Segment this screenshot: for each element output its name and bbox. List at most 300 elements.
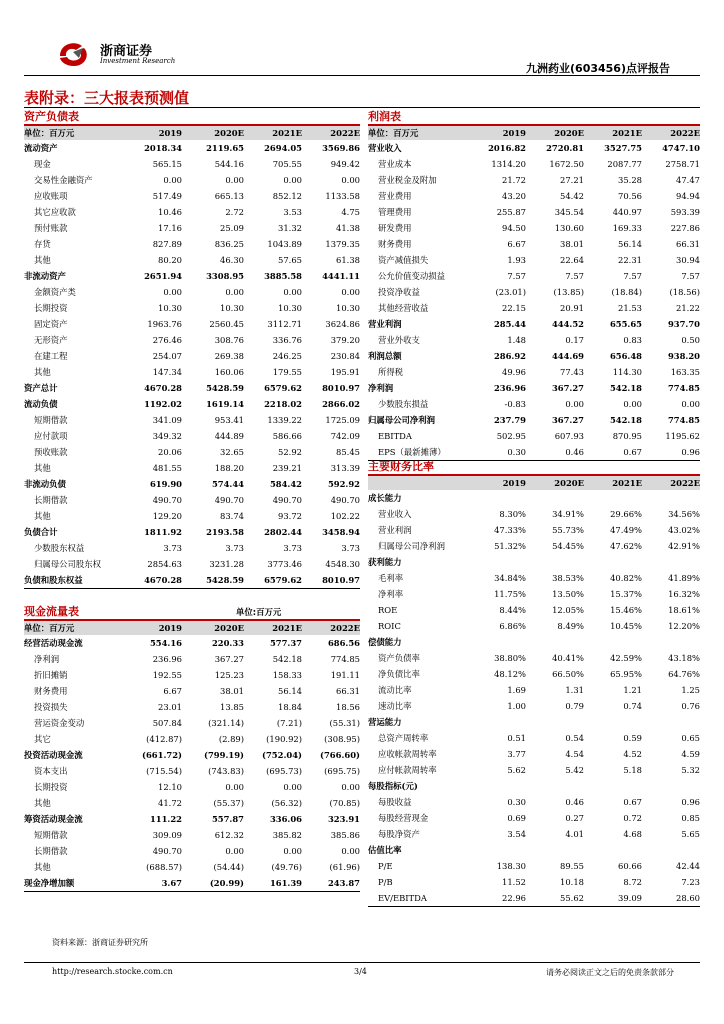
- table-row: [24, 460, 360, 476]
- row-label: 资本支出: [34, 766, 68, 776]
- cashflow-unit: 单位:百万元: [236, 607, 282, 617]
- row-label: 现金: [34, 159, 51, 169]
- cell-value: 3.77: [507, 749, 526, 759]
- cell-value: 269.38: [214, 351, 244, 361]
- cell-value: 3.67: [161, 878, 182, 888]
- row-label: 流动负债: [24, 399, 58, 409]
- row-label: 无形资产: [34, 335, 68, 345]
- row-label: 长期投资: [34, 303, 68, 313]
- row-label: 投资活动现金流: [24, 750, 83, 760]
- cell-value: 246.25: [272, 351, 302, 361]
- table-row: [24, 556, 360, 572]
- col-header: 2019: [158, 623, 182, 633]
- table-row: [368, 650, 700, 666]
- cell-value: 22.31: [618, 255, 642, 265]
- cell-value: 1314.20: [491, 159, 526, 169]
- table-row: [368, 252, 700, 268]
- cell-value: 592.92: [327, 479, 360, 489]
- cell-value: 169.33: [612, 223, 642, 233]
- table-row: [368, 156, 700, 172]
- title-divider: [24, 107, 700, 108]
- cell-value: 554.16: [149, 638, 182, 648]
- cell-value: 4.01: [565, 829, 584, 839]
- cell-value: 0.30: [507, 447, 526, 457]
- cell-value: 276.46: [152, 335, 182, 345]
- cell-value: 1.00: [507, 701, 526, 711]
- table-row: [368, 364, 700, 380]
- cell-value: 0.00: [623, 399, 642, 409]
- cell-value: 336.06: [269, 814, 302, 824]
- cell-value: 836.25: [214, 239, 244, 249]
- cell-value: 21.72: [502, 175, 526, 185]
- cell-value: 21.53: [618, 303, 642, 313]
- cell-value: 1963.76: [147, 319, 182, 329]
- cell-value: 0.67: [623, 447, 642, 457]
- cell-value: [526, 554, 584, 570]
- cell-value: 742.09: [330, 431, 360, 441]
- cell-value: 192.55: [152, 670, 182, 680]
- cell-value: 2560.45: [209, 319, 244, 329]
- cell-value: 12.20%: [668, 621, 700, 631]
- cell-value: 5.62: [507, 765, 526, 775]
- table-row: [24, 188, 360, 204]
- cell-value: 444.52: [551, 319, 584, 329]
- cell-value: 285.44: [493, 319, 526, 329]
- cashflow-header-row: [24, 621, 360, 635]
- cell-value: 481.55: [152, 463, 182, 473]
- cell-value: 774.85: [330, 654, 360, 664]
- table-row: [24, 651, 360, 667]
- cell-value: 0.00: [341, 782, 360, 792]
- source-note: 资料来源：浙商证券研究所: [52, 938, 148, 947]
- cell-value: 0.69: [507, 813, 526, 823]
- cell-value: 565.15: [152, 159, 182, 169]
- cell-value: 61.38: [336, 255, 360, 265]
- row-label: 应收账项: [34, 191, 68, 201]
- cell-value: [584, 714, 642, 730]
- table-row: [24, 524, 360, 540]
- row-label: 归属母公司净利润: [368, 415, 435, 425]
- cell-value: 385.86: [330, 830, 360, 840]
- row-label: 净利率: [378, 589, 404, 599]
- cell-value: 51.32%: [494, 541, 526, 551]
- cell-value: 440.97: [612, 207, 642, 217]
- cell-value: 686.56: [327, 638, 360, 648]
- cell-value: (13.85): [553, 287, 584, 297]
- cell-value: 949.42: [330, 159, 360, 169]
- table-row: [24, 492, 360, 508]
- cell-value: 3.54: [507, 829, 526, 839]
- cell-value: 367.27: [214, 654, 244, 664]
- col-header: 2019: [502, 478, 526, 488]
- table-row: [24, 779, 360, 795]
- col-header: 2020E: [554, 478, 584, 488]
- row-label: 营业利润: [368, 319, 402, 329]
- company-logo-icon: [56, 38, 100, 68]
- cell-value: 89.55: [560, 861, 584, 871]
- cell-value: 102.22: [330, 511, 360, 521]
- cell-value: 490.70: [272, 495, 302, 505]
- cell-value: (18.84): [611, 287, 642, 297]
- cell-value: 2119.65: [206, 143, 244, 153]
- cell-value: 1192.02: [144, 399, 182, 409]
- cell-value: 41.89%: [668, 573, 700, 583]
- table-row: [368, 522, 700, 538]
- report-title: 九洲药业(603456)点评报告: [526, 62, 670, 75]
- balance-sheet-title: 资产负债表: [24, 110, 360, 126]
- cell-value: 32.65: [220, 447, 244, 457]
- balance-header-row: [24, 126, 360, 140]
- cell-value: 158.33: [272, 670, 302, 680]
- cell-value: (743.83): [208, 766, 244, 776]
- cell-value: 4747.10: [662, 143, 700, 153]
- table-row: [24, 508, 360, 524]
- cell-value: 56.14: [618, 239, 642, 249]
- cell-value: 20.06: [158, 447, 182, 457]
- table-row: [368, 666, 700, 682]
- cell-value: [470, 554, 526, 570]
- cell-value: 2802.44: [264, 527, 302, 537]
- row-label: 交易性金融资产: [34, 175, 93, 185]
- cell-value: (752.04): [262, 750, 302, 760]
- cell-value: (18.56): [669, 287, 700, 297]
- cell-value: 0.00: [565, 399, 584, 409]
- row-label: 非流动负债: [24, 479, 66, 489]
- cell-value: 237.79: [493, 415, 526, 425]
- cell-value: 870.95: [612, 431, 642, 441]
- income-header-row: [368, 126, 700, 140]
- cell-value: [642, 554, 700, 570]
- cell-value: 18.61%: [668, 605, 700, 615]
- cell-value: 52.92: [278, 447, 302, 457]
- cell-value: 12.05%: [552, 605, 584, 615]
- table-row: [24, 715, 360, 731]
- section-row: [368, 714, 700, 730]
- cell-value: 54.45%: [552, 541, 584, 551]
- cell-value: 230.84: [330, 351, 360, 361]
- table-row: [24, 683, 360, 699]
- row-label: 存货: [34, 239, 51, 249]
- unit-label: 单位：百万元: [368, 128, 419, 138]
- row-label: 财务费用: [378, 239, 412, 249]
- cell-value: 4548.30: [325, 559, 360, 569]
- row-label: 现金净增加额: [24, 878, 75, 888]
- section-row: [368, 554, 700, 570]
- cell-value: 94.50: [502, 223, 526, 233]
- cell-value: 8010.97: [322, 383, 360, 393]
- row-label: EV/EBITDA: [378, 893, 427, 903]
- cell-value: 4441.11: [322, 271, 360, 281]
- table-row: [368, 762, 700, 778]
- col-header: 2022E: [330, 128, 360, 138]
- cell-value: 30.94: [676, 255, 700, 265]
- table-row: [24, 284, 360, 300]
- row-label: 其他: [34, 798, 51, 808]
- cell-value: 43.18%: [668, 653, 700, 663]
- cell-value: 4.54: [565, 749, 584, 759]
- cell-value: 0.00: [341, 175, 360, 185]
- cell-value: [526, 842, 584, 858]
- cell-value: 286.92: [493, 351, 526, 361]
- cell-value: 39.09: [618, 893, 642, 903]
- table-row: [24, 572, 360, 589]
- table-row: [24, 747, 360, 763]
- row-label: 应付款项: [34, 431, 68, 441]
- row-label: 金额资产类: [34, 287, 76, 297]
- cell-value: 65.95%: [610, 669, 642, 679]
- cell-value: [584, 554, 642, 570]
- table-row: [24, 540, 360, 556]
- cell-value: 3.73: [163, 543, 182, 553]
- cell-value: 490.70: [214, 495, 244, 505]
- table-row: [24, 875, 360, 892]
- cell-value: 1.25: [681, 685, 700, 695]
- table-row: [368, 412, 700, 428]
- cell-value: 341.09: [152, 415, 182, 425]
- cell-value: 23.01: [158, 702, 182, 712]
- cell-value: 2087.77: [607, 159, 642, 169]
- cell-value: 13.50%: [552, 589, 584, 599]
- cell-value: 3885.58: [264, 271, 302, 281]
- row-label: P/E: [378, 861, 393, 871]
- cell-value: (49.76): [271, 862, 302, 872]
- row-label: 长期借款: [34, 495, 68, 505]
- cell-value: 0.00: [283, 782, 302, 792]
- cell-value: 3458.94: [322, 527, 360, 537]
- row-label: 毛利率: [378, 573, 404, 583]
- cell-value: 54.42: [560, 191, 584, 201]
- cell-value: [642, 714, 700, 730]
- cell-value: 10.30: [158, 303, 182, 313]
- cell-value: 656.48: [609, 351, 642, 361]
- table-row: [368, 730, 700, 746]
- cell-value: (2.89): [218, 734, 244, 744]
- cell-value: 160.06: [214, 367, 244, 377]
- row-label: 净负债比率: [378, 669, 420, 679]
- table-row: [368, 284, 700, 300]
- cell-value: 349.32: [152, 431, 182, 441]
- table-row: [24, 827, 360, 843]
- cell-value: 10.46: [158, 207, 182, 217]
- cell-value: 10.30: [220, 303, 244, 313]
- cell-value: 15.46%: [610, 605, 642, 615]
- row-label: 其它应收款: [34, 207, 76, 217]
- cell-value: 5428.59: [206, 383, 244, 393]
- cell-value: 60.66: [618, 861, 642, 871]
- cell-value: 0.59: [623, 733, 642, 743]
- table-row: [368, 444, 700, 461]
- table-row: [24, 236, 360, 252]
- row-label: 总资产周转率: [378, 733, 429, 743]
- cell-value: 3.73: [341, 543, 360, 553]
- row-label: 成长能力: [368, 493, 402, 503]
- table-row: [368, 300, 700, 316]
- cell-value: 0.85: [681, 813, 700, 823]
- cell-value: 42.91%: [668, 541, 700, 551]
- logo-name: 浙商证券: [100, 44, 153, 59]
- row-label: 营业收入: [368, 143, 402, 153]
- cell-value: 227.86: [670, 223, 700, 233]
- cell-value: 43.20: [502, 191, 526, 201]
- table-row: [368, 332, 700, 348]
- cell-value: 313.39: [330, 463, 360, 473]
- table-row: [368, 140, 700, 156]
- cell-value: 544.16: [214, 159, 244, 169]
- row-label: 估值比率: [368, 845, 402, 855]
- row-label: 投资净收益: [378, 287, 420, 297]
- cell-value: 1043.89: [267, 239, 302, 249]
- table-row: [24, 763, 360, 779]
- cell-value: 385.82: [272, 830, 302, 840]
- section-row: [368, 634, 700, 650]
- table-row: [368, 794, 700, 810]
- cell-value: 10.18: [560, 877, 584, 887]
- cell-value: 3.73: [283, 543, 302, 553]
- row-label: 应收帐款周转率: [378, 749, 437, 759]
- cell-value: 852.12: [272, 191, 302, 201]
- cell-value: 0.00: [283, 175, 302, 185]
- cell-value: 8.49%: [557, 621, 584, 631]
- cell-value: 1133.58: [325, 191, 360, 201]
- cell-value: 12.10: [158, 782, 182, 792]
- cell-value: 3231.28: [209, 559, 244, 569]
- cell-value: 1.69: [507, 685, 526, 695]
- cell-value: 308.76: [214, 335, 244, 345]
- cell-value: 94.94: [676, 191, 700, 201]
- cell-value: 1195.62: [665, 431, 700, 441]
- cell-value: 27.21: [560, 175, 584, 185]
- cell-value: 161.39: [269, 878, 302, 888]
- cell-value: (688.57): [146, 862, 182, 872]
- cell-value: 47.49%: [610, 525, 642, 535]
- cell-value: 655.65: [609, 319, 642, 329]
- cell-value: 80.20: [158, 255, 182, 265]
- row-label: 净利润: [34, 654, 60, 664]
- table-row: [368, 172, 700, 188]
- cell-value: 66.50%: [552, 669, 584, 679]
- cell-value: 163.35: [670, 367, 700, 377]
- col-header: 2020E: [554, 128, 584, 138]
- cell-value: 0.74: [623, 701, 642, 711]
- cell-value: 0.17: [565, 335, 584, 345]
- table-row: [368, 380, 700, 396]
- cell-value: 41.72: [158, 798, 182, 808]
- cell-value: 55.62: [560, 893, 584, 903]
- table-row: [368, 538, 700, 554]
- cell-value: (54.44): [213, 862, 244, 872]
- cell-value: 8010.97: [322, 575, 360, 585]
- col-header: 2020E: [214, 128, 244, 138]
- table-row: [24, 412, 360, 428]
- cell-value: 21.22: [676, 303, 700, 313]
- cell-value: (61.96): [329, 862, 360, 872]
- cell-value: 64.76%: [668, 669, 700, 679]
- cell-value: 502.95: [496, 431, 526, 441]
- cell-value: 18.56: [336, 702, 360, 712]
- row-label: 资产负债率: [378, 653, 420, 663]
- cell-value: 5.42: [565, 765, 584, 775]
- cell-value: 17.16: [158, 223, 182, 233]
- cell-value: 0.00: [163, 287, 182, 297]
- row-label: 长期投资: [34, 782, 68, 792]
- row-label: 经营活动现金流: [24, 638, 83, 648]
- cell-value: 0.72: [623, 813, 642, 823]
- cell-value: 42.44: [676, 861, 700, 871]
- cell-value: 2854.63: [147, 559, 182, 569]
- cell-value: (321.14): [208, 718, 244, 728]
- cell-value: 2193.58: [206, 527, 244, 537]
- cell-value: 517.49: [152, 191, 182, 201]
- cell-value: 1.48: [507, 335, 526, 345]
- cell-value: 3773.46: [267, 559, 302, 569]
- cell-value: [470, 490, 526, 506]
- row-label: 研发费用: [378, 223, 412, 233]
- cell-value: 48.12%: [494, 669, 526, 679]
- section-row: [368, 842, 700, 858]
- cell-value: 323.91: [327, 814, 360, 824]
- cell-value: 47.33%: [494, 525, 526, 535]
- cell-value: 7.23: [681, 877, 700, 887]
- cell-value: 195.91: [330, 367, 360, 377]
- income-statement-panel: [368, 110, 700, 461]
- cell-value: 0.00: [341, 287, 360, 297]
- cell-value: 2758.71: [665, 159, 700, 169]
- row-label: 其他: [34, 511, 51, 521]
- row-label: 其他: [34, 255, 51, 265]
- cell-value: 40.82%: [610, 573, 642, 583]
- row-label: 营业费用: [378, 191, 412, 201]
- row-label: 其它: [34, 734, 51, 744]
- cell-value: 7.57: [565, 271, 584, 281]
- cell-value: 34.91%: [552, 509, 584, 519]
- cell-value: (23.01): [495, 287, 526, 297]
- row-label: EPS（最新摊薄）: [378, 447, 446, 457]
- section-row: [368, 778, 700, 794]
- cell-value: 6.67: [507, 239, 526, 249]
- cell-value: (661.72): [142, 750, 182, 760]
- cell-value: 4.52: [623, 749, 642, 759]
- table-row: [24, 220, 360, 236]
- cell-value: 938.20: [667, 351, 700, 361]
- table-row: [368, 396, 700, 412]
- cell-value: -0.83: [504, 399, 526, 409]
- table-row: [368, 602, 700, 618]
- row-label: 其他: [34, 862, 51, 872]
- cell-value: 0.96: [681, 447, 700, 457]
- table-row: [24, 380, 360, 396]
- disclaimer-note: 请务必阅读正文之后的免责条款部分: [546, 968, 674, 977]
- row-label: 资产减值损失: [378, 255, 429, 265]
- row-label: 负债合计: [24, 527, 58, 537]
- cell-value: 0.54: [565, 733, 584, 743]
- cell-value: 38.01: [220, 686, 244, 696]
- cell-value: 35.28: [618, 175, 642, 185]
- cell-value: 6579.62: [264, 383, 302, 393]
- cell-value: 705.55: [272, 159, 302, 169]
- cell-value: 3112.71: [267, 319, 302, 329]
- row-label: 公允价值变动损益: [378, 271, 445, 281]
- cell-value: 4670.28: [144, 575, 182, 585]
- row-label: 投资损失: [34, 702, 68, 712]
- cell-value: 191.11: [330, 670, 360, 680]
- table-row: [368, 858, 700, 874]
- cell-value: (308.95): [324, 734, 360, 744]
- row-label: 净利润: [368, 383, 394, 393]
- cell-value: 93.72: [278, 511, 302, 521]
- table-row: [24, 843, 360, 859]
- table-row: [368, 236, 700, 252]
- cell-value: 937.70: [667, 319, 700, 329]
